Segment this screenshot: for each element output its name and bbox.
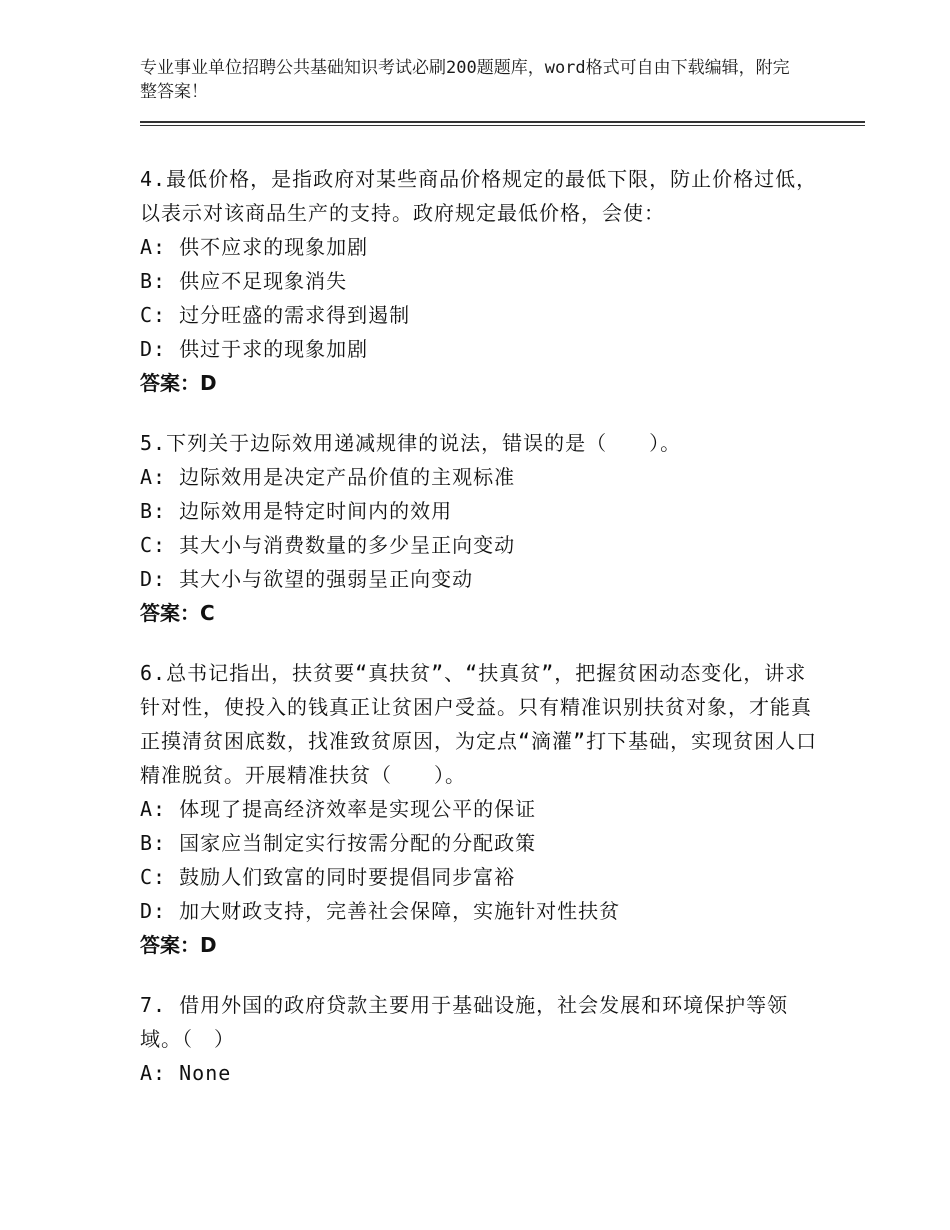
option-b: B: 边际效用是特定时间内的效用 bbox=[140, 499, 453, 523]
option-a: A: 供不应求的现象加剧 bbox=[140, 235, 369, 259]
page-header: 专业事业单位招聘公共基础知识考试必刷200题题库，word格式可自由下载编辑，附完整答案！ bbox=[140, 58, 790, 102]
header-rule-thick bbox=[140, 121, 865, 123]
question-4 bbox=[140, 162, 820, 400]
question-6 bbox=[140, 656, 820, 962]
question-list bbox=[140, 162, 820, 1116]
answer: 答案：D bbox=[140, 371, 217, 395]
option-a: A: None bbox=[140, 1061, 232, 1085]
option-c: C: 其大小与消费数量的多少呈正向变动 bbox=[140, 533, 516, 557]
option-b: B: 供应不足现象消失 bbox=[140, 269, 348, 293]
option-c: C: 鼓励人们致富的同时要提倡同步富裕 bbox=[140, 865, 516, 889]
option-a: A: 体现了提高经济效率是实现公平的保证 bbox=[140, 797, 537, 821]
option-c: C: 过分旺盛的需求得到遏制 bbox=[140, 303, 411, 327]
option-d: D: 加大财政支持，完善社会保障，实施针对性扶贫 bbox=[140, 899, 621, 923]
answer: 答案：D bbox=[140, 933, 217, 957]
option-a: A: 边际效用是决定产品价值的主观标准 bbox=[140, 465, 516, 489]
answer: 答案：C bbox=[140, 601, 215, 625]
option-d: D: 其大小与欲望的强弱呈正向变动 bbox=[140, 567, 474, 591]
question-text: 5.下列关于边际效用递减规律的说法，错误的是（ ）。 bbox=[140, 431, 682, 455]
option-d: D: 供过于求的现象加剧 bbox=[140, 337, 369, 361]
option-b: B: 国家应当制定实行按需分配的分配政策 bbox=[140, 831, 537, 855]
question-5 bbox=[140, 426, 820, 630]
question-text: 6.总书记指出，扶贫要“真扶贫”、“扶真贫”，把握贫困动态变化，讲求针对性，使投入的钱真正让贫困户受益。只有精准识别扶贫对象，才能真正摸清贫困底数，找准致贫原因，为定点“滴灌”打下基础，实现贫困人口精准脱贫。开展精准扶贫（ ）。 bbox=[140, 661, 818, 787]
header-rule-thin bbox=[140, 125, 865, 126]
question-7 bbox=[140, 988, 820, 1090]
question-text: 4.最低价格，是指政府对某些商品价格规定的最低下限，防止价格过低，以表示对该商品生产的支持。政府规定最低价格，会使： bbox=[140, 167, 818, 225]
question-text: 7. 借用外国的政府贷款主要用于基础设施，社会发展和环境保护等领域。（ ） bbox=[140, 993, 789, 1051]
